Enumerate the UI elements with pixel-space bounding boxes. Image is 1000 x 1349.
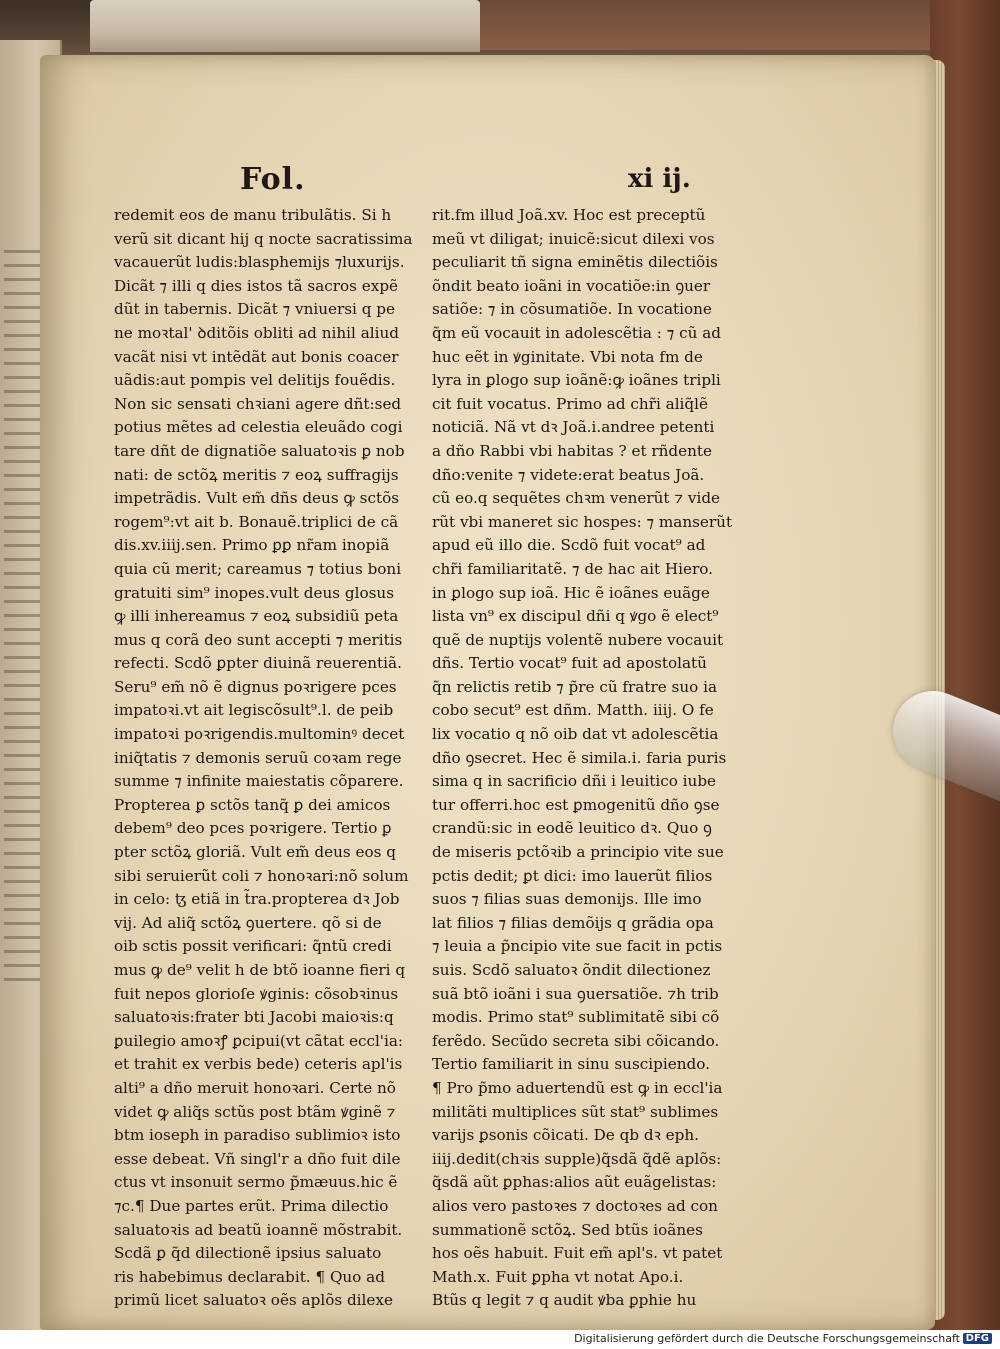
text-line: ferẽdo. Secũdo secreta sibi cõicando. [432,1031,720,1050]
text-line: pctis dedit; ꝑt dici: imo lauerũt filios [432,866,713,885]
footer-banner [0,1330,1000,1349]
text-line: esse debeat. Vñ singl'r a dño fuit dile [114,1149,401,1168]
text-line: dño:venite ⁊ videte:erat beatus Joã. [432,465,705,484]
text-line: q̃m eũ vocauit in adolescẽtia : ⁊ cũ ad [432,323,721,342]
text-line: suã btõ ioãni i sua ꝯuersatiõe. ⁊h trib [432,984,719,1003]
text-line: cit fuit vocatus. Primo ad chr̃i aliq̃lẽ [432,394,708,413]
text-line: cũ eo.q sequẽtes chꝛm venerũt ⁊ vide [432,489,721,508]
text-line: alios vero pastoꝛes ⁊ doctoꝛes ad con [432,1196,718,1215]
text-line: vacauerũt ludis:blasphemijs ⁊luxurijs. [114,253,405,272]
folio-label: Fol. [240,162,306,197]
text-line: Non sic sensati chꝛiani agere dñt:sed [114,394,402,413]
text-line: debem⁹ deo pces poꝛrigere. Tertio ꝑ [114,819,392,838]
text-line: ris habebimus declarabit. ¶ Quo ad [114,1267,385,1286]
text-line: sibi seruierũt coli ⁊ honoꝛari:nõ solum [114,866,409,885]
text-line: varijs ꝑsonis cõicati. De qb dꝛ eph. [432,1126,699,1145]
text-line: nati: de sctõꝝ meritis ⁊ eoꝝ suffragijs [114,465,399,484]
text-line: ¶ Pro p̃mo aduertendũ est ꝙ in eccl'ia [432,1078,723,1097]
text-line: Btũs q legit ⁊ q audit ꝟba ꝑphie hu [432,1291,697,1310]
text-line: btm ioseph in paradiso sublimioꝛ isto [114,1126,401,1145]
text-line: alti⁹ a dño meruit honoꝛari. Certe nõ [114,1078,396,1097]
text-line: vij. Ad aliq̃ sctõꝝ ꝯuertere. qõ si de [114,913,382,932]
text-line: q̃sdã aũt ꝑphas:alios aũt euãgelistas: [432,1173,717,1192]
text-line: impetrãdis. Vult em̃ dñs deus ꝙ sctõs [114,489,400,508]
text-line: rũt vbi maneret sic hospes: ⁊ manserũt [432,512,733,531]
text-line: summe ⁊ infinite maiestatis cõparere. [114,772,404,791]
text-line: ne moꝛtal' ꝺditõis obliti ad nihil aliud [114,323,399,342]
text-line: modis. Primo stat⁹ sublimitatẽ sibi cõ [432,1008,720,1027]
text-line: verũ sit dicant hij q nocte sacratissima [114,229,413,248]
text-line: dño ꝯsecret. Hec ẽ simila.i. faria puris [432,748,727,767]
text-line: dũt in tabernis. Dicãt ⁊ vniuersi q pe [114,300,396,319]
text-line: rogem⁹:vt ait b. Bonauẽ.triplici de cã [114,512,399,531]
text-line: Dicãt ⁊ illi q dies istos tã sacros expẽ [114,276,399,295]
text-line: Seru⁹ em̃ nõ ẽ dignus poꝛrigere pces [114,677,397,696]
text-line: crandũ:sic in eodẽ leuitico dꝛ. Quo ꝯ [432,819,712,838]
text-line: oib sctis possit verificari: q̃ntũ credi [114,937,392,956]
folio-number: xi ij. [628,164,691,194]
text-line: apud eũ illo die. Scdõ fuit vocat⁹ ad [432,536,706,555]
text-line: mus q corã deo sunt accepti ⁊ meritis [114,630,403,649]
text-line: summationẽ sctõꝝ. Sed btũs ioãnes [432,1220,703,1239]
text-line: ꝙ illi inhereamus ⁊ eoꝝ subsidiũ peta [114,607,399,626]
text-line: lat filios ⁊ filias demõijs q grãdia opa [432,913,714,932]
text-line: in ꝑlogo sup ioã. Hic ẽ ioãnes euãge [432,583,710,602]
text-line: lix vocatio q nõ oib dat vt adolescẽtia [432,725,719,744]
text-line: suis. Scdõ saluatoꝛ õndit dilectionez [432,961,711,979]
text-line: rit.fm illud Joã.xv. Hoc est preceptũ [432,206,706,224]
text-line: dñs. Tertio vocat⁹ fuit ad apostolatũ [432,654,707,673]
text-line: impatoꝛi poꝛrigendis.multominꝰ decet [114,725,405,744]
text-line: dis.xv.iiij.sen. Primo ꝑꝑ nr̃am inopiã [114,536,390,555]
text-line: a dño Rabbi vbi habitas ? et rñdente [432,441,713,460]
text-line: Propterea ꝑ sctõs tanq̃ ꝑ dei amicos [114,795,391,814]
text-line: iiij.dedit(chꝛis supple)q̃sdã q̃dẽ aplõs: [432,1149,722,1168]
text-column-left [114,204,434,1313]
text-line: saluatoꝛis:frater bti Jacobi maioꝛis:q [114,1008,394,1027]
text-line: et trahit ex verbis bede) ceteris apl'is [114,1055,403,1074]
text-line: gratuiti sim⁹ inopes.vult deus glosus [114,583,395,602]
text-line: quẽ de nuptijs volentẽ nubere vocauit [432,630,724,649]
text-line: vacãt nisi vt intẽdãt aut bonis coacer [114,347,399,366]
text-column-right [432,204,770,1313]
text-line: ⁊ leuia a p̃ncipio vite sue facit in pctis [432,937,723,956]
text-line: hos oẽs habuit. Fuit em̃ apl's. vt patet [432,1244,723,1263]
text-line: fuit nepos glorioſe ꝟginis: cõsobꝛinus [114,984,399,1003]
text-line: satiõe: ⁊ in cõsumatiõe. In vocatione [432,300,712,319]
text-line: de miseris pctõꝛib a principio vite sue [432,843,724,862]
text-line: impatoꝛi.vt ait legiscõsult⁹.l. de peib [114,701,394,720]
text-line: lyra in ꝑlogo sup ioãnẽ:ꝙ ioãnes tripli [432,371,721,390]
text-line: chr̃i familiaritatẽ. ⁊ de hac ait Hiero. [432,559,713,578]
text-line: Math.x. Fuit ꝑpha vt notat Apo.i. [432,1267,684,1286]
text-line: suos ⁊ filias suas demonijs. Ille imo [432,890,702,909]
text-line: refecti. Scdõ ꝑpter diuinã reuerentiã. [114,654,402,673]
text-line: q̃n relictis retib ⁊ p̃re cũ fratre suo ia [432,677,718,696]
text-line: quia cũ merit; careamus ⁊ totius boni [114,559,402,578]
text-line: tur offerri.hoc est ꝑmogenitũ dño ꝯse [432,795,720,814]
text-line: huc eẽt in ꝟginitate. Vbi nota fm de [432,347,703,366]
text-line: mus ꝙ de⁹ velit h de btõ ioanne fieri q [114,961,406,979]
binding-top-left [90,0,480,52]
text-line: uãdis:aut pompis vel delitijs fouẽdis. [114,371,396,390]
text-line: redemit eos de manu tribulãtis. Si h [114,206,392,224]
text-line: meũ vt diligat; inuicẽ:sicut dilexi vos [432,229,715,248]
footer-credit: Digitalisierung gefördert durch die Deutsche Forschungsgemeinschaft [574,1332,960,1345]
text-line: Scdã ꝑ q̃d dilectionẽ ipsius saluato [114,1244,382,1263]
text-line: õndit beato ioãni in vocatiõe:in ꝯuer [432,276,711,295]
dfg-logo: DFG [963,1333,992,1344]
text-line: potius mẽtes ad celestia eleuãdo cogi [114,418,403,437]
text-line: noticiã. Nã vt dꝛ Joã.i.andree petenti [432,418,715,437]
text-line: militãti multiplices sũt stat⁹ sublimes [432,1102,719,1121]
text-line: tare dñt de dignatiõe saluatoꝛis ꝑ nob [114,441,405,460]
text-line: ꝑuilegio amoꝛꝭ ꝑcipui(vt cãtat eccl'ia: [114,1031,404,1050]
text-line: sima q in sacrificio dñi i leuitico iube [432,772,717,791]
text-line: pter sctõꝝ gloriã. Vult em̃ deus eos q [114,843,396,862]
text-line: ctus vt insonuit sermo p̃mæuus.hic ẽ [114,1173,398,1192]
text-line: Tertio familiarit in sinu suscipiendo. [432,1055,710,1074]
text-line: iniq̃tatis ⁊ demonis seruũ coꝛam rege [114,748,402,767]
text-line: primũ licet saluatoꝛ oẽs aplõs dilexe [114,1291,393,1310]
text-line: peculiarit tñ signa eminẽtis dilectiõis [432,253,718,272]
text-line: videt ꝙ aliq̃s sctũs post btãm ꝟginẽ ⁊ [114,1102,396,1121]
binding-top-right [480,0,950,50]
text-line: in celo: ꜩ etiã in t̃ra.propterea dꝛ Job [114,890,400,909]
text-line: saluatoꝛis ad beatũ ioannẽ mõstrabit. [114,1220,403,1239]
text-line: ⁊c.¶ Due partes erũt. Prima dilectio [114,1196,389,1215]
text-line: cobo secut⁹ est dñm. Matth. iiij. O fe [432,701,714,720]
text-line: lista vn⁹ ex discipul dñi q ꝟgo ẽ elect⁹ [432,607,719,626]
